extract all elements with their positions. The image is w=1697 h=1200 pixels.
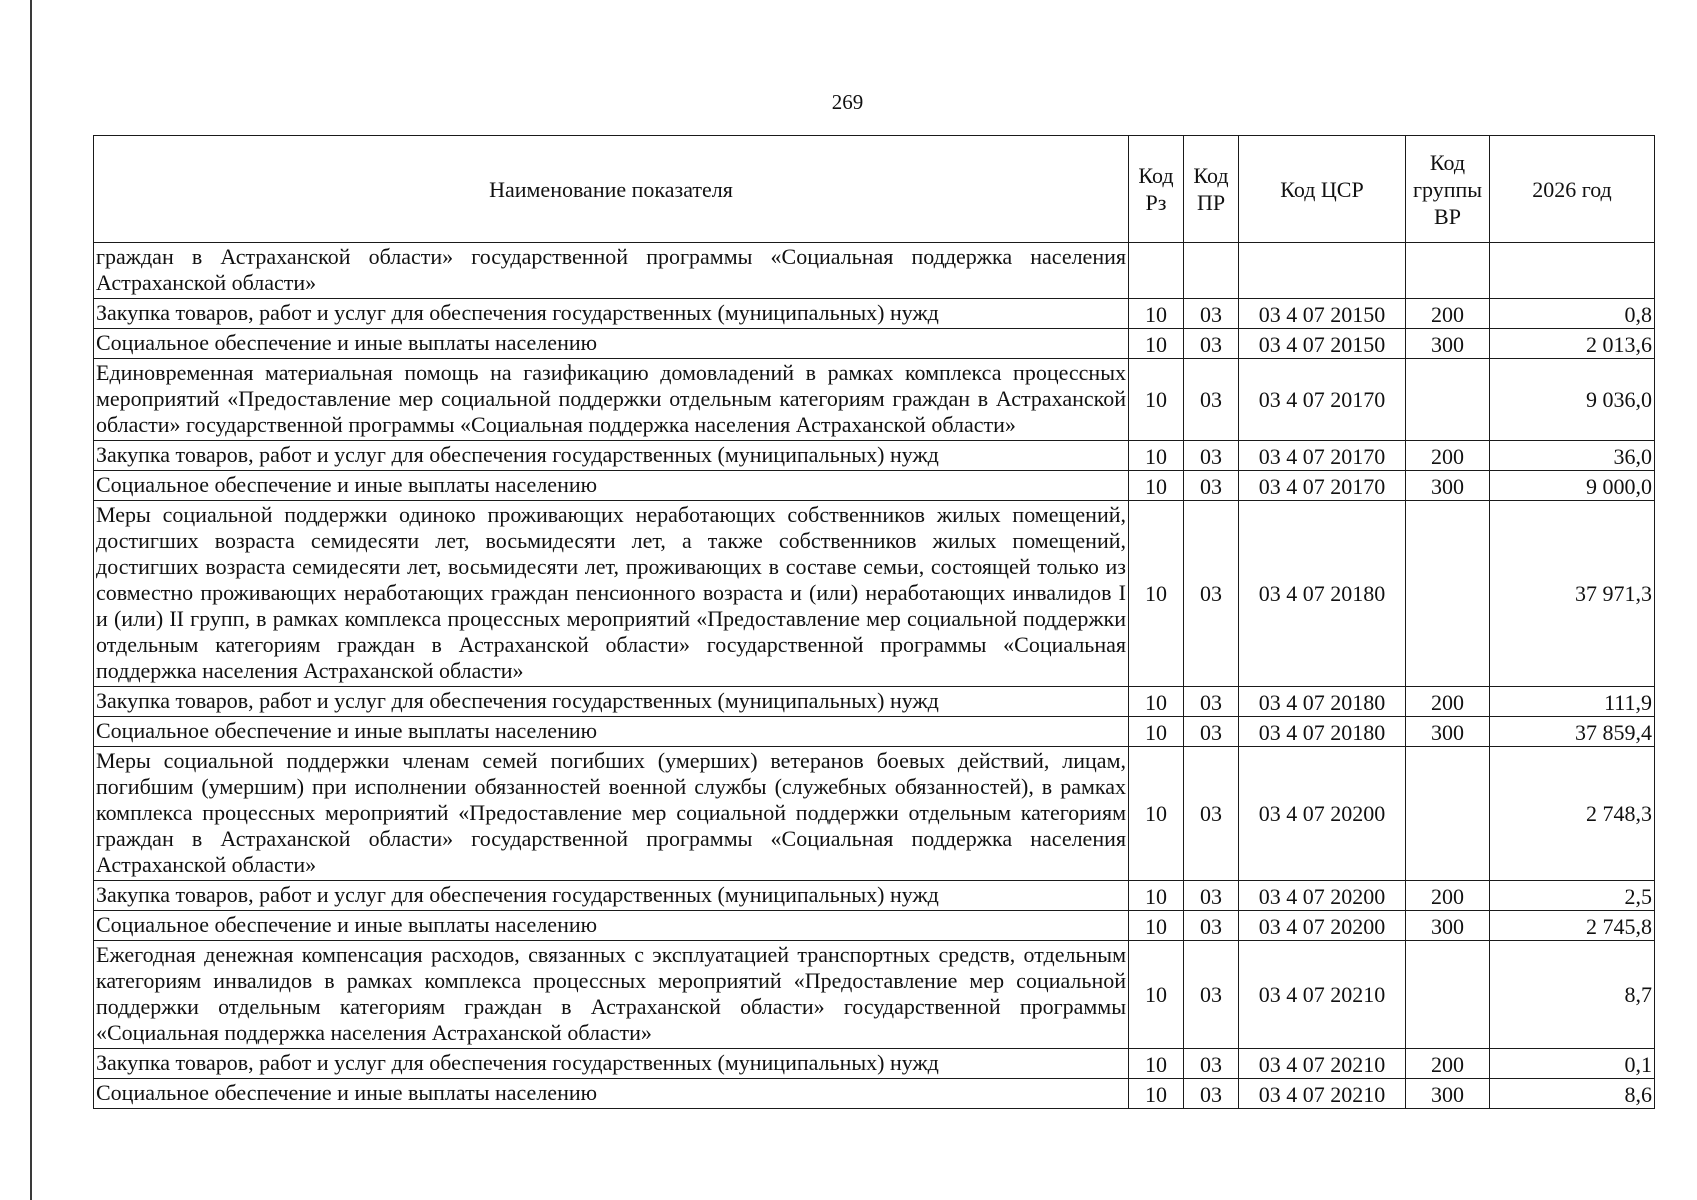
row-rz: 10 — [1129, 747, 1184, 881]
row-name: Закупка товаров, работ и услуг для обеспечения государственных (муниципальных) нужд — [94, 1049, 1129, 1079]
row-vr — [1406, 359, 1490, 441]
table-row — [94, 441, 1655, 471]
left-margin-line — [30, 0, 32, 1200]
row-rz: 10 — [1129, 1079, 1184, 1109]
table-row — [94, 1079, 1655, 1109]
row-amount: 8,7 — [1490, 941, 1655, 1049]
row-amount: 111,9 — [1490, 687, 1655, 717]
row-rz: 10 — [1129, 717, 1184, 747]
row-name: Закупка товаров, работ и услуг для обеспечения государственных (муниципальных) нужд — [94, 687, 1129, 717]
row-pr: 03 — [1184, 299, 1239, 329]
row-name: Социальное обеспечение и иные выплаты населению — [94, 1079, 1129, 1109]
row-name: Закупка товаров, работ и услуг для обеспечения государственных (муниципальных) нужд — [94, 299, 1129, 329]
row-vr — [1406, 747, 1490, 881]
row-rz: 10 — [1129, 471, 1184, 501]
row-vr: 200 — [1406, 881, 1490, 911]
row-name: Социальное обеспечение и иные выплаты населению — [94, 911, 1129, 941]
row-vr — [1406, 243, 1490, 299]
row-csr: 03 4 07 20210 — [1239, 941, 1406, 1049]
header-name: Наименование показателя — [94, 136, 1129, 243]
row-csr: 03 4 07 20180 — [1239, 717, 1406, 747]
table-row — [94, 471, 1655, 501]
table-row — [94, 501, 1655, 687]
table-row — [94, 359, 1655, 441]
row-csr: 03 4 07 20150 — [1239, 299, 1406, 329]
row-pr: 03 — [1184, 501, 1239, 687]
row-rz: 10 — [1129, 329, 1184, 359]
header-csr: Код ЦСР — [1239, 136, 1406, 243]
row-vr: 200 — [1406, 687, 1490, 717]
row-rz: 10 — [1129, 881, 1184, 911]
table-row — [94, 747, 1655, 881]
row-pr: 03 — [1184, 1049, 1239, 1079]
row-rz: 10 — [1129, 1049, 1184, 1079]
row-csr: 03 4 07 20170 — [1239, 359, 1406, 441]
row-vr — [1406, 501, 1490, 687]
budget-table — [93, 135, 1655, 1109]
row-vr — [1406, 941, 1490, 1049]
row-pr: 03 — [1184, 329, 1239, 359]
row-pr: 03 — [1184, 471, 1239, 501]
row-name: Единовременная материальная помощь на газификацию домовладений в рамках комплекса процессных мероприятий «Предоставление мер социальной поддержки отдельным категориям граждан в Астраханской области» государственной программы «Социальная поддержка населения Астраханской области» — [94, 359, 1129, 441]
row-name: граждан в Астраханской области» государственной программы «Социальная поддержка населения Астраханской области» — [94, 243, 1129, 299]
row-amount: 37 859,4 — [1490, 717, 1655, 747]
table-row — [94, 1049, 1655, 1079]
row-pr: 03 — [1184, 687, 1239, 717]
header-rz: Код Рз — [1129, 136, 1184, 243]
row-pr: 03 — [1184, 441, 1239, 471]
row-csr: 03 4 07 20150 — [1239, 329, 1406, 359]
row-vr: 200 — [1406, 441, 1490, 471]
row-pr: 03 — [1184, 1079, 1239, 1109]
row-amount: 37 971,3 — [1490, 501, 1655, 687]
row-amount: 2 745,8 — [1490, 911, 1655, 941]
row-pr: 03 — [1184, 911, 1239, 941]
row-csr: 03 4 07 20180 — [1239, 501, 1406, 687]
row-pr: 03 — [1184, 881, 1239, 911]
row-name: Социальное обеспечение и иные выплаты населению — [94, 329, 1129, 359]
header-pr: Код ПР — [1184, 136, 1239, 243]
row-amount: 36,0 — [1490, 441, 1655, 471]
row-rz: 10 — [1129, 501, 1184, 687]
row-amount: 2 013,6 — [1490, 329, 1655, 359]
header-year: 2026 год — [1490, 136, 1655, 243]
row-name: Социальное обеспечение и иные выплаты населению — [94, 717, 1129, 747]
table-row — [94, 941, 1655, 1049]
row-csr: 03 4 07 20210 — [1239, 1049, 1406, 1079]
row-rz: 10 — [1129, 687, 1184, 717]
table-row — [94, 717, 1655, 747]
table-row — [94, 299, 1655, 329]
row-amount: 2,5 — [1490, 881, 1655, 911]
row-rz: 10 — [1129, 941, 1184, 1049]
row-pr: 03 — [1184, 747, 1239, 881]
table-row — [94, 329, 1655, 359]
page-number: 269 — [831, 90, 864, 114]
row-csr: 03 4 07 20200 — [1239, 911, 1406, 941]
row-name: Закупка товаров, работ и услуг для обеспечения государственных (муниципальных) нужд — [94, 441, 1129, 471]
row-pr — [1184, 243, 1239, 299]
row-name: Меры социальной поддержки одиноко проживающих неработающих собственников жилых помещений, достигших возраста семидесяти лет, восьмидесяти лет, а также собственников жилых помещений, достигших возраста семидесяти лет, восьмидесяти лет, проживающих в составе семьи, состоящей только из совместно проживающих неработающих граждан пенсионного возраста и (или) неработающих инвалидов I и (или) II групп, в рамках комплекса процессных мероприятий «Предоставление мер социальной поддержки отдельным категориям граждан в Астраханской области» государственной программы «Социальная поддержка населения Астраханской области» — [94, 501, 1129, 687]
row-name: Социальное обеспечение и иные выплаты населению — [94, 471, 1129, 501]
row-pr: 03 — [1184, 359, 1239, 441]
row-vr: 200 — [1406, 299, 1490, 329]
row-vr: 300 — [1406, 717, 1490, 747]
row-pr: 03 — [1184, 941, 1239, 1049]
row-amount: 2 748,3 — [1490, 747, 1655, 881]
row-csr: 03 4 07 20210 — [1239, 1079, 1406, 1109]
row-vr: 300 — [1406, 329, 1490, 359]
row-vr: 300 — [1406, 911, 1490, 941]
row-amount: 8,6 — [1490, 1079, 1655, 1109]
table-row — [94, 243, 1655, 299]
table-header-row — [94, 136, 1655, 243]
row-vr: 200 — [1406, 1049, 1490, 1079]
row-vr: 300 — [1406, 1079, 1490, 1109]
table-body — [94, 243, 1655, 1109]
row-rz: 10 — [1129, 299, 1184, 329]
row-vr: 300 — [1406, 471, 1490, 501]
table-row — [94, 881, 1655, 911]
row-csr: 03 4 07 20180 — [1239, 687, 1406, 717]
header-vr: Код группы ВР — [1406, 136, 1490, 243]
row-name: Закупка товаров, работ и услуг для обеспечения государственных (муниципальных) нужд — [94, 881, 1129, 911]
row-amount: 9 000,0 — [1490, 471, 1655, 501]
row-amount — [1490, 243, 1655, 299]
row-csr: 03 4 07 20170 — [1239, 471, 1406, 501]
row-amount: 0,8 — [1490, 299, 1655, 329]
row-name: Ежегодная денежная компенсация расходов, связанных с эксплуатацией транспортных средств, отдельным категориям инвалидов в рамках комплекса процессных мероприятий «Предоставление мер социальной поддержки отдельным категориям граждан в Астраханской области» государственной программы «Социальная поддержка населения Астраханской области» — [94, 941, 1129, 1049]
table-row — [94, 911, 1655, 941]
row-amount: 0,1 — [1490, 1049, 1655, 1079]
table-row — [94, 687, 1655, 717]
row-rz: 10 — [1129, 911, 1184, 941]
row-rz: 10 — [1129, 441, 1184, 471]
row-csr: 03 4 07 20200 — [1239, 747, 1406, 881]
row-pr: 03 — [1184, 717, 1239, 747]
row-csr: 03 4 07 20170 — [1239, 441, 1406, 471]
row-csr — [1239, 243, 1406, 299]
row-csr: 03 4 07 20200 — [1239, 881, 1406, 911]
row-name: Меры социальной поддержки членам семей погибших (умерших) ветеранов боевых действий, лицам, погибшим (умершим) при исполнении обязанностей военной службы (служебных обязанностей), в рамках комплекса процессных мероприятий «Предоставление мер социальной поддержки отдельным категориям граждан в Астраханской области» государственной программы «Социальная поддержка населения Астраханской области» — [94, 747, 1129, 881]
row-amount: 9 036,0 — [1490, 359, 1655, 441]
row-rz: 10 — [1129, 359, 1184, 441]
row-rz — [1129, 243, 1184, 299]
